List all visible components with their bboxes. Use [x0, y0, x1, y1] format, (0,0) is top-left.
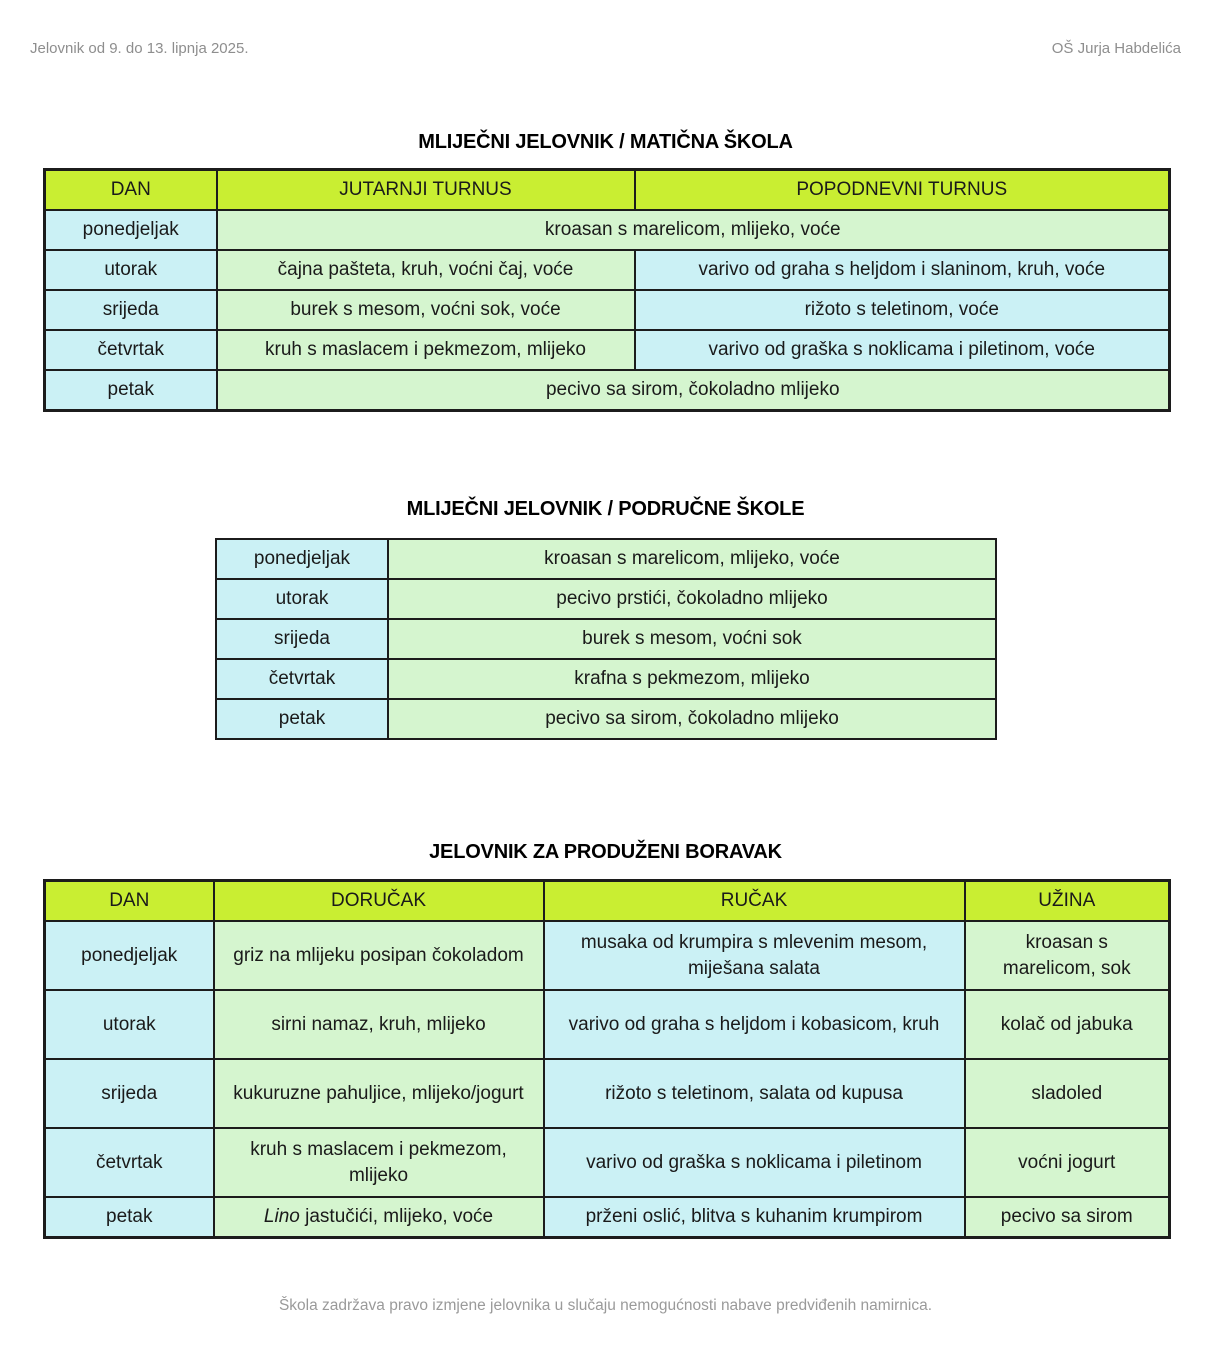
day-cell: petak: [45, 370, 217, 411]
table-row: [216, 659, 996, 699]
meal-cell: krafna s pekmezom, mlijeko: [388, 659, 996, 699]
meal-cell: rižoto s teletinom, voće: [635, 290, 1170, 330]
table-row: [45, 990, 1170, 1059]
table-header-row: [45, 170, 1170, 211]
column-header-popodnevni: POPODNEVNI TURNUS: [635, 170, 1170, 211]
school-name: OŠ Jurja Habdelića: [1051, 40, 1181, 57]
day-cell: ponedjeljak: [45, 210, 217, 250]
column-header-dorucak: DORUČAK: [214, 881, 544, 922]
meal-cell: čajna pašteta, kruh, voćni čaj, voće: [217, 250, 635, 290]
table-header-row: [45, 881, 1170, 922]
table-row: [45, 1059, 1170, 1128]
section-title-maticna: MLIJEČNI JELOVNIK / MATIČNA ŠKOLA: [418, 131, 793, 153]
lunch-cell: varivo od graška s noklicama i piletinom: [544, 1128, 965, 1197]
table-row: [45, 250, 1170, 290]
section-title-podrucne: MLIJEČNI JELOVNIK / PODRUČNE ŠKOLE: [406, 498, 805, 520]
table-podrucne-skole: [215, 538, 997, 740]
meal-cell: burek s mesom, voćni sok, voće: [217, 290, 635, 330]
table-row: [45, 1128, 1170, 1197]
table-row: [45, 290, 1170, 330]
table-produzeni-boravak: [43, 879, 1171, 1239]
table-row: [216, 579, 996, 619]
table-row: [216, 699, 996, 739]
day-cell: ponedjeljak: [216, 539, 388, 579]
day-cell: utorak: [45, 990, 214, 1059]
meal-cell: kroasan s marelicom, mlijeko, voće: [388, 539, 996, 579]
meal-cell: pecivo prstići, čokoladno mlijeko: [388, 579, 996, 619]
lunch-cell: rižoto s teletinom, salata od kupusa: [544, 1059, 965, 1128]
day-cell: četvrtak: [45, 1128, 214, 1197]
meal-cell: pecivo sa sirom, čokoladno mlijeko: [217, 370, 1170, 411]
table-row: [216, 539, 996, 579]
meal-cell: kruh s maslacem i pekmezom, mlijeko: [217, 330, 635, 370]
table-row: [45, 330, 1170, 370]
snack-cell: voćni jogurt: [965, 1128, 1170, 1197]
day-cell: četvrtak: [216, 659, 388, 699]
day-cell: utorak: [216, 579, 388, 619]
document-header: [0, 0, 1211, 58]
column-header-dan: DAN: [45, 881, 214, 922]
meal-cell: burek s mesom, voćni sok: [388, 619, 996, 659]
lunch-cell: musaka od krumpira s mlevenim mesom, miješana salata: [544, 921, 965, 990]
column-header-uzina: UŽINA: [965, 881, 1170, 922]
snack-cell: kolač od jabuka: [965, 990, 1170, 1059]
table-row: [45, 210, 1170, 250]
footer-disclaimer: Škola zadržava pravo izmjene jelovnika u slučaju nemogućnosti nabave predviđenih namirnica.: [278, 1297, 933, 1314]
day-cell: utorak: [45, 250, 217, 290]
day-cell: četvrtak: [45, 330, 217, 370]
snack-cell: sladoled: [965, 1059, 1170, 1128]
table-maticna-skola: [43, 168, 1171, 412]
breakfast-cell: griz na mlijeku posipan čokoladom: [214, 921, 544, 990]
meal-cell: varivo od graška s noklicama i piletinom, voće: [635, 330, 1170, 370]
table-row: [45, 370, 1170, 411]
meal-cell: varivo od graha s heljdom i slaninom, kruh, voće: [635, 250, 1170, 290]
day-cell: petak: [216, 699, 388, 739]
section-title-boravak: JELOVNIK ZA PRODUŽENI BORAVAK: [429, 841, 782, 863]
menu-date-range: Jelovnik od 9. do 13. lipnja 2025.: [30, 40, 249, 57]
column-header-dan: DAN: [45, 170, 217, 211]
day-cell: srijeda: [45, 1059, 214, 1128]
brand-name: Lino: [263, 1206, 300, 1227]
column-header-rucak: RUČAK: [544, 881, 965, 922]
breakfast-cell: kukuruzne pahuljice, mlijeko/jogurt: [214, 1059, 544, 1128]
table-row: [45, 921, 1170, 990]
snack-cell: kroasan s marelicom, sok: [965, 921, 1170, 990]
breakfast-text: jastučići, mlijeko, voće: [299, 1206, 494, 1227]
snack-cell: pecivo sa sirom: [965, 1197, 1170, 1238]
day-cell: petak: [45, 1197, 214, 1238]
breakfast-cell: sirni namaz, kruh, mlijeko: [214, 990, 544, 1059]
table-row: [45, 1197, 1170, 1238]
table-row: [216, 619, 996, 659]
meal-cell: pecivo sa sirom, čokoladno mlijeko: [388, 699, 996, 739]
lunch-cell: varivo od graha s heljdom i kobasicom, kruh: [544, 990, 965, 1059]
day-cell: srijeda: [216, 619, 388, 659]
breakfast-cell: [214, 1197, 544, 1238]
day-cell: ponedjeljak: [45, 921, 214, 990]
breakfast-cell: kruh s maslacem i pekmezom, mlijeko: [214, 1128, 544, 1197]
day-cell: srijeda: [45, 290, 217, 330]
lunch-cell: prženi oslić, blitva s kuhanim krumpirom: [544, 1197, 965, 1238]
column-header-jutarnji: JUTARNJI TURNUS: [217, 170, 635, 211]
meal-cell: kroasan s marelicom, mlijeko, voće: [217, 210, 1170, 250]
